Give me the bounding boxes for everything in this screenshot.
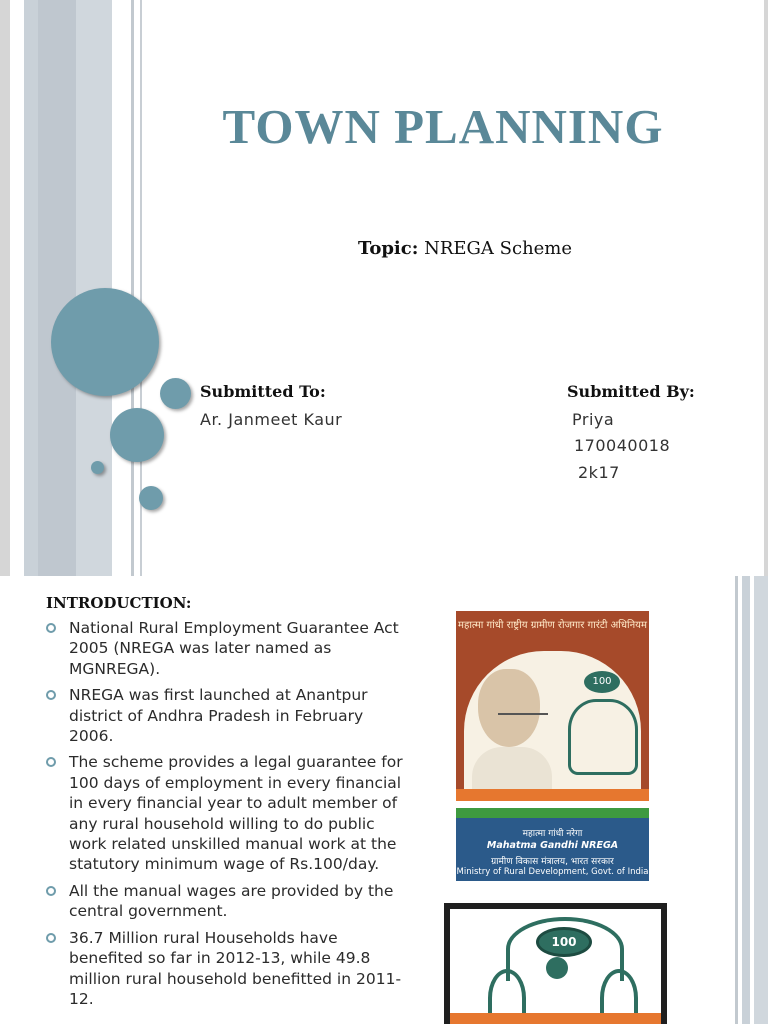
bullet-icon bbox=[46, 933, 56, 943]
title-slide bbox=[10, 0, 764, 576]
logo-portrait-area bbox=[464, 651, 641, 801]
tricolor-stripe-white bbox=[456, 801, 649, 808]
decor-circle-tiny bbox=[91, 461, 104, 474]
nrega-logo-image bbox=[456, 611, 649, 881]
bullet-text: NREGA was first launched at Anantpur district of Andhra Pradesh in February 2006. bbox=[69, 686, 368, 746]
gandhi-portrait bbox=[478, 669, 540, 747]
logo-hindi-arc-text: महात्मा गांधी राष्ट्रीय ग्रामीण रोजगार गारंटी अधिनियम bbox=[458, 620, 647, 631]
decor-circle-small bbox=[160, 378, 191, 409]
badge-100: 100 bbox=[536, 927, 592, 957]
workers-figure-icon bbox=[568, 699, 638, 775]
bullet-text: 36.7 Million rural Households have benefited so far in 2012-13, while 49.8 million rural household benefitted in 2011-12. bbox=[69, 928, 402, 1008]
list-item bbox=[44, 752, 406, 874]
ministry-hindi: ग्रामीण विकास मंत्रालय, भारत सरकार bbox=[491, 857, 614, 867]
nrega-emblem-image bbox=[444, 903, 667, 1024]
logo-caption-panel bbox=[456, 818, 649, 881]
emblem-ground bbox=[450, 1013, 661, 1024]
list-item bbox=[44, 618, 406, 679]
bullet-icon bbox=[46, 757, 56, 767]
topic-value: NREGA Scheme bbox=[424, 238, 573, 259]
bullet-list bbox=[44, 618, 406, 1015]
decor-band bbox=[742, 576, 750, 1024]
submitted-by-name: Priya bbox=[572, 410, 615, 429]
decor-band bbox=[754, 576, 768, 1024]
decor-line bbox=[735, 576, 738, 1024]
submitted-by-label: Submitted By: bbox=[567, 382, 695, 401]
bullet-icon bbox=[46, 886, 56, 896]
submitted-by-id: 170040018 bbox=[574, 436, 671, 455]
emblem-frame bbox=[450, 909, 661, 1024]
list-item bbox=[44, 881, 406, 922]
decor-band bbox=[24, 0, 38, 576]
slide-title: TOWN PLANNING bbox=[222, 99, 664, 154]
submitted-to-name: Ar. Janmeet Kaur bbox=[200, 410, 343, 429]
logo-hindi-name: महात्मा गांधी नरेगा bbox=[522, 829, 583, 839]
topic-line bbox=[358, 238, 572, 259]
bullet-icon bbox=[46, 623, 56, 633]
ministry-english: Ministry of Rural Development, Govt. of India bbox=[456, 867, 649, 877]
worker-head-icon bbox=[546, 957, 568, 979]
logo-english-name: Mahatma Gandhi NREGA bbox=[486, 840, 619, 851]
topic-label: Topic: bbox=[358, 238, 419, 259]
bullet-text: All the manual wages are provided by the central government. bbox=[69, 881, 394, 921]
list-item bbox=[44, 685, 406, 746]
tricolor-stripe-green bbox=[456, 808, 649, 818]
badge-100: 100 bbox=[584, 671, 620, 693]
bullet-icon bbox=[46, 690, 56, 700]
decor-band bbox=[38, 0, 76, 576]
decor-line bbox=[131, 0, 134, 576]
glasses-shape bbox=[498, 713, 548, 725]
bullet-text: The scheme provides a legal guarantee for 100 days of employment in every financial in every financial year to adult member of any rural household willing to do public work related unskilled manual work at the statutory minimum wage of Rs.100/day. bbox=[69, 753, 403, 874]
decor-circle-medium bbox=[110, 408, 164, 462]
introduction-slide bbox=[0, 576, 768, 1024]
submitted-to-label: Submitted To: bbox=[200, 382, 326, 401]
list-item bbox=[44, 928, 406, 1010]
tricolor-stripe-saffron bbox=[456, 789, 649, 801]
submitted-by-batch: 2k17 bbox=[578, 463, 620, 482]
section-heading: INTRODUCTION: bbox=[46, 594, 192, 612]
bullet-text: National Rural Employment Guarantee Act 2005 (NREGA was later named as MGNREGA). bbox=[69, 619, 399, 678]
decor-circle-small bbox=[139, 486, 163, 510]
decor-circle-large bbox=[51, 288, 159, 396]
